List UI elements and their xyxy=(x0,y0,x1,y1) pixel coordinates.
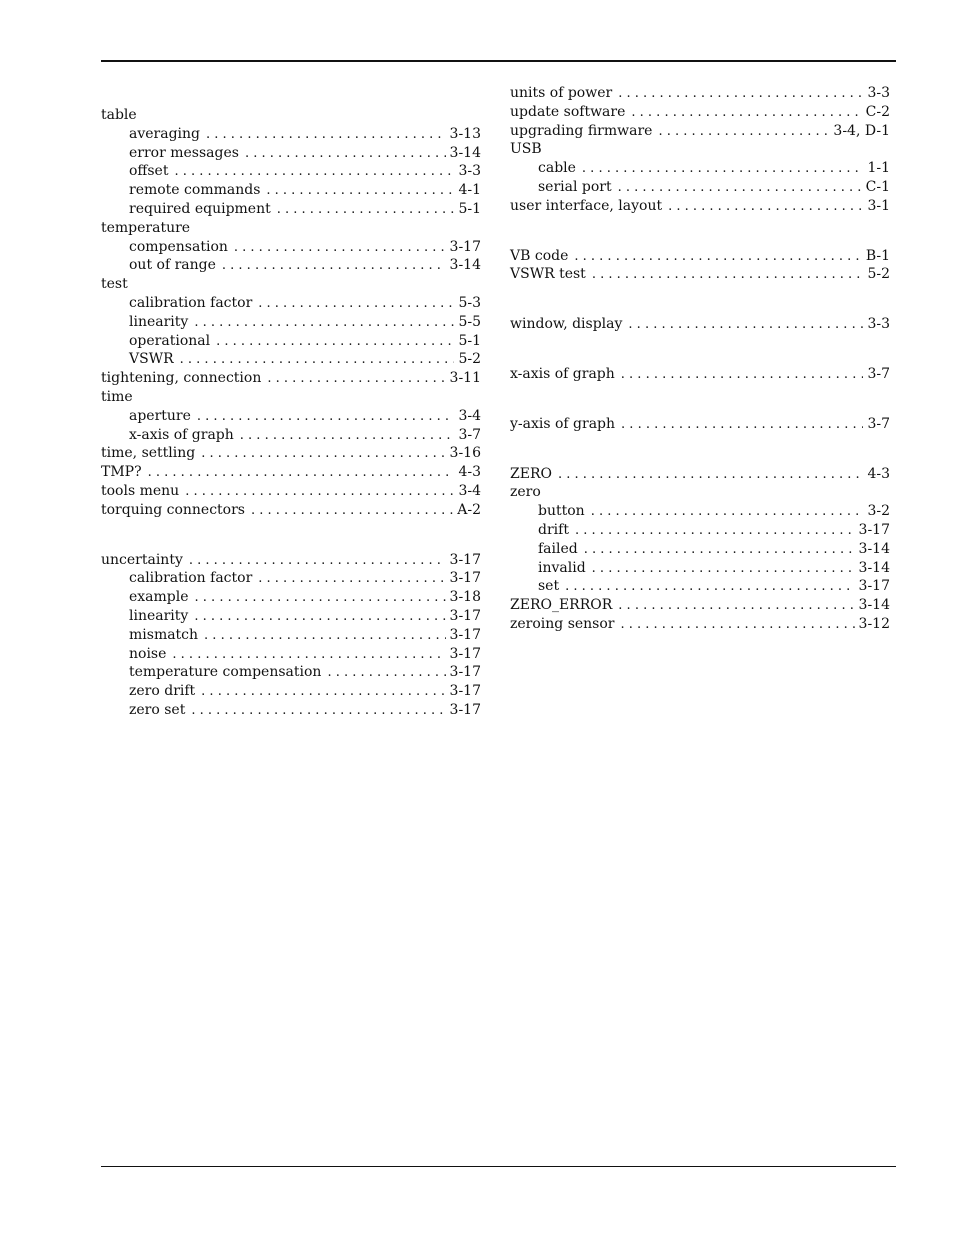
index-term: TMP? xyxy=(101,464,142,481)
index-entry-mismatch xyxy=(101,626,481,645)
index-entry-linearity xyxy=(101,313,481,332)
index-term: offset xyxy=(129,163,169,180)
dot-leader xyxy=(592,560,855,579)
page-reference: 3-17 xyxy=(449,607,481,624)
index-entry-torquing-connectors xyxy=(101,501,481,520)
page-reference: 3-17 xyxy=(858,521,890,538)
page-reference: 3-18 xyxy=(449,589,481,606)
dot-leader xyxy=(245,145,446,164)
dot-leader xyxy=(240,427,455,446)
index-heading-zero: zero xyxy=(510,484,541,501)
index-entry-temperature-compensation xyxy=(101,663,481,682)
index-term: user interface, layout xyxy=(510,197,663,214)
dot-leader xyxy=(565,578,854,597)
dot-leader xyxy=(267,370,445,389)
page-reference: 3-17 xyxy=(449,570,481,587)
index-entry-button xyxy=(510,502,890,521)
page-reference: 3-7 xyxy=(458,426,481,443)
dot-leader xyxy=(180,351,455,370)
dot-leader xyxy=(174,163,454,182)
dot-leader xyxy=(327,664,445,683)
index-heading-temperature: temperature xyxy=(101,219,191,236)
dot-leader xyxy=(668,198,863,217)
page-reference: 3-7 xyxy=(867,415,890,432)
dot-leader xyxy=(194,314,454,333)
page-reference: 3-17 xyxy=(449,683,481,700)
page-reference: 3-17 xyxy=(449,645,481,662)
dot-leader xyxy=(216,333,454,352)
index-entry-averaging xyxy=(101,125,481,144)
index-term: x-axis of graph xyxy=(129,426,234,443)
dot-leader xyxy=(195,589,446,608)
dot-leader xyxy=(258,295,454,314)
index-entry-vswr-test xyxy=(510,265,890,284)
page-reference: 3-13 xyxy=(449,125,481,142)
page-reference: 3-4 xyxy=(458,407,481,424)
page-reference: 5-3 xyxy=(458,294,481,311)
index-entry-time-settling xyxy=(101,444,481,463)
index-term: temperature compensation xyxy=(129,664,322,681)
letter-section-gap xyxy=(510,384,890,415)
page-reference: 3-3 xyxy=(458,163,481,180)
dot-leader xyxy=(191,702,445,721)
index-term: linearity xyxy=(129,313,189,330)
index-term: compensation xyxy=(129,238,228,255)
page-reference: 3-17 xyxy=(449,664,481,681)
dot-leader xyxy=(277,201,455,220)
letter-section-gap xyxy=(510,434,890,465)
page-reference: 3-7 xyxy=(867,365,890,382)
page-reference: C-2 xyxy=(865,103,890,120)
dot-leader xyxy=(197,408,455,427)
header-rule xyxy=(101,60,896,62)
index-entry-vswr xyxy=(101,350,481,369)
page-reference: B-1 xyxy=(865,247,890,264)
index-entry-calibration-factor xyxy=(101,294,481,313)
dot-leader xyxy=(148,464,455,483)
index-term: units of power xyxy=(510,85,613,101)
dot-leader xyxy=(628,316,863,335)
dot-leader xyxy=(558,466,863,485)
index-entry-update-software xyxy=(510,103,890,122)
index-term: update software xyxy=(510,103,626,120)
index-term: VB code xyxy=(510,247,569,264)
page-reference: 3-17 xyxy=(449,238,481,255)
index-entry-y-axis-of-graph xyxy=(510,415,890,434)
index-entry-offset xyxy=(101,162,481,181)
dot-leader xyxy=(201,683,445,702)
index-entry-drift xyxy=(510,521,890,540)
index-term: x-axis of graph xyxy=(510,365,615,382)
index-term: drift xyxy=(538,521,569,538)
index-term: error messages xyxy=(129,144,239,161)
index-column-right xyxy=(510,84,890,634)
dot-leader xyxy=(266,182,454,201)
dot-leader xyxy=(618,85,863,104)
index-entry-set xyxy=(510,577,890,596)
page-reference: 3-11 xyxy=(449,370,481,387)
index-entry-tmp xyxy=(101,463,481,482)
index-term: window, display xyxy=(510,316,623,333)
index-entry-uncertainty xyxy=(101,551,481,570)
dot-leader xyxy=(621,366,864,385)
letter-section-gap xyxy=(510,216,890,247)
index-term: torquing connectors xyxy=(101,501,245,518)
index-term: linearity xyxy=(129,607,189,624)
page-reference: 3-1 xyxy=(867,197,890,214)
index-term: uncertainty xyxy=(101,551,183,568)
index-entry-vb-code xyxy=(510,247,890,266)
page-reference: 5-2 xyxy=(458,351,481,368)
index-term: remote commands xyxy=(129,182,261,199)
index-term: example xyxy=(129,589,189,606)
index-entry-serial-port xyxy=(510,178,890,197)
dot-leader xyxy=(258,570,445,589)
dot-leader xyxy=(582,160,864,179)
page-reference: 4-1 xyxy=(458,182,481,199)
letter-section-gap xyxy=(101,520,481,551)
page-reference: 3-16 xyxy=(449,445,481,462)
page-reference: A-2 xyxy=(457,501,481,518)
index-entry-failed xyxy=(510,540,890,559)
index-entry-x-axis-of-graph xyxy=(101,426,481,445)
dot-leader xyxy=(658,123,829,142)
index-term: ZERO xyxy=(510,465,552,482)
index-term: VSWR test xyxy=(510,266,586,283)
index-entry-calibration-factor xyxy=(101,569,481,588)
index-entry-error-messages xyxy=(101,144,481,163)
index-term: zero set xyxy=(129,701,186,718)
index-term: set xyxy=(538,578,560,595)
index-column-left xyxy=(101,106,481,720)
index-term: tools menu xyxy=(101,482,180,499)
index-heading-time: time xyxy=(101,388,133,405)
index-entry-x-axis-of-graph xyxy=(510,365,890,384)
dot-leader xyxy=(172,646,445,665)
index-entry-tightening-connection xyxy=(101,369,481,388)
dot-leader xyxy=(618,179,862,198)
dot-leader xyxy=(206,126,446,145)
page-reference: 3-14 xyxy=(449,257,481,274)
index-entry-tools-menu xyxy=(101,482,481,501)
page-reference: 1-1 xyxy=(867,160,890,177)
index-term: tightening, connection xyxy=(101,370,262,387)
page-reference: 5-1 xyxy=(458,332,481,349)
page-reference: 5-2 xyxy=(867,266,890,283)
index-heading-table: table xyxy=(101,107,137,123)
index-term: out of range xyxy=(129,257,216,274)
index-term: upgrading firmware xyxy=(510,122,653,139)
index-entry-zero-drift xyxy=(101,682,481,701)
index-entry-zero xyxy=(510,465,890,484)
index-entry-upgrading-firmware xyxy=(510,122,890,141)
page-reference: 3-17 xyxy=(449,626,481,643)
index-term: calibration factor xyxy=(129,570,253,587)
page-reference: 5-1 xyxy=(458,200,481,217)
dot-leader xyxy=(185,483,454,502)
index-term: time, settling xyxy=(101,445,196,462)
page-reference: 4-3 xyxy=(867,465,890,482)
dot-leader xyxy=(592,266,864,285)
page-reference: 3-14 xyxy=(449,144,481,161)
dot-leader xyxy=(584,541,855,560)
index-entry-user-interface-layout xyxy=(510,197,890,216)
dot-leader xyxy=(575,522,855,541)
index-entry-window-display xyxy=(510,315,890,334)
index-term: ZERO_ERROR xyxy=(510,597,613,614)
dot-leader xyxy=(251,502,453,521)
index-entry-required-equipment xyxy=(101,200,481,219)
dot-leader xyxy=(234,239,446,258)
index-entry-aperture xyxy=(101,407,481,426)
page-reference: 3-14 xyxy=(858,597,890,614)
page-reference: 3-3 xyxy=(867,85,890,101)
dot-leader xyxy=(631,104,861,123)
index-term: zeroing sensor xyxy=(510,615,615,632)
index-entry-zero-error xyxy=(510,596,890,615)
index-term: operational xyxy=(129,332,211,349)
index-term: serial port xyxy=(538,178,612,195)
index-entry-zeroing-sensor xyxy=(510,615,890,634)
page-reference: 3-14 xyxy=(858,559,890,576)
index-term: cable xyxy=(538,160,576,177)
index-entry-linearity xyxy=(101,607,481,626)
dot-leader xyxy=(189,552,446,571)
index-term: noise xyxy=(129,645,167,662)
dot-leader xyxy=(201,445,445,464)
index-entry-operational xyxy=(101,332,481,351)
index-term: VSWR xyxy=(129,351,174,368)
page-reference: 3-17 xyxy=(858,578,890,595)
index-term: zero drift xyxy=(129,683,196,700)
dot-leader xyxy=(591,503,864,522)
page-reference: 3-4 xyxy=(458,482,481,499)
page-reference: 3-14 xyxy=(858,540,890,557)
index-entry-out-of-range xyxy=(101,256,481,275)
index-entry-example xyxy=(101,588,481,607)
index-entry-invalid xyxy=(510,559,890,578)
index-entry-noise xyxy=(101,645,481,664)
index-entry-compensation xyxy=(101,238,481,257)
index-entry-remote-commands xyxy=(101,181,481,200)
index-term: mismatch xyxy=(129,626,199,643)
index-term: aperture xyxy=(129,407,191,424)
dot-leader xyxy=(204,627,446,646)
page-reference: 3-17 xyxy=(449,551,481,568)
dot-leader xyxy=(621,416,863,435)
index-entry-units-of-power xyxy=(510,84,890,103)
index-term: y-axis of graph xyxy=(510,415,616,432)
dot-leader xyxy=(194,608,445,627)
page-reference: 3-12 xyxy=(858,615,890,632)
dot-leader xyxy=(618,597,854,616)
index-heading-usb: USB xyxy=(510,141,542,158)
index-term: button xyxy=(538,503,585,520)
index-term: calibration factor xyxy=(129,294,253,311)
dot-leader xyxy=(574,248,861,267)
dot-leader xyxy=(222,257,446,276)
index-entry-zero-set xyxy=(101,701,481,720)
page-reference: 3-2 xyxy=(867,503,890,520)
page-reference: C-1 xyxy=(865,178,890,195)
page-reference: 5-5 xyxy=(458,313,481,330)
footer-rule xyxy=(101,1166,896,1167)
dot-leader xyxy=(620,616,854,635)
index-entry-cable xyxy=(510,159,890,178)
index-term: averaging xyxy=(129,125,200,142)
letter-section-gap xyxy=(510,284,890,315)
page-reference: 3-17 xyxy=(449,701,481,718)
page-reference: 4-3 xyxy=(458,464,481,481)
index-term: invalid xyxy=(538,559,586,576)
index-term: failed xyxy=(538,540,578,557)
index-term: required equipment xyxy=(129,200,271,217)
page-reference: 3-3 xyxy=(867,316,890,333)
index-heading-test: test xyxy=(101,276,128,293)
letter-section-gap xyxy=(510,334,890,365)
page-reference: 3-4, D-1 xyxy=(833,122,890,139)
